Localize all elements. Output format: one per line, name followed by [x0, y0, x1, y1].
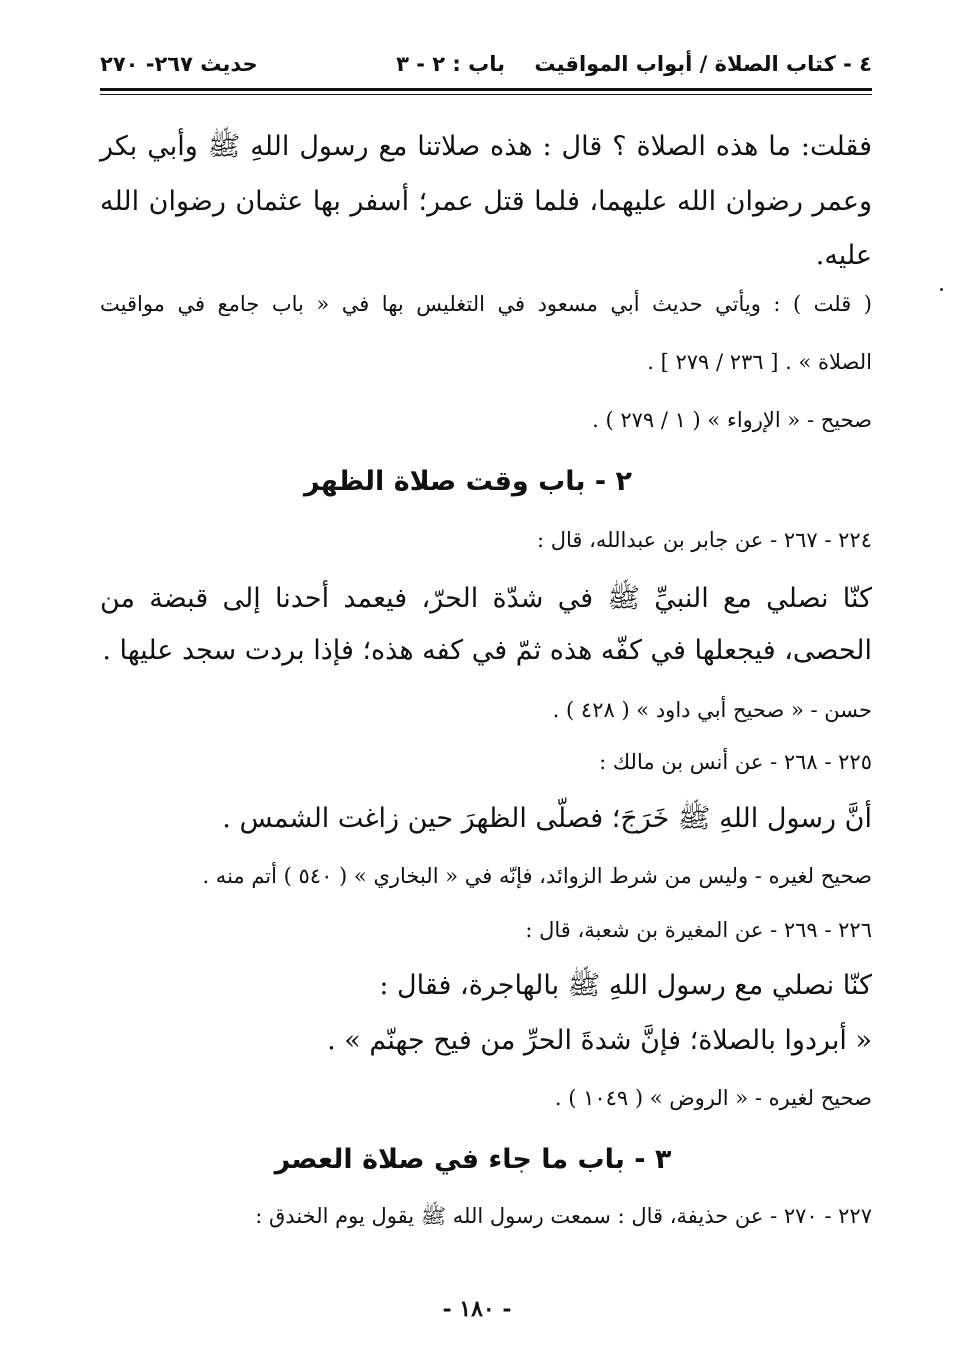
hadith-226-matn-line-2: « أبردوا بالصلاة؛ فإنَّ شدةَ الحرِّ من فيح جهنّم » .	[327, 1025, 872, 1056]
hadith-225-matn: أنَّ رسول اللهِ ﷺ خَرَجَ؛ فصلّى الظهرَ حين زاغت الشمس .	[222, 803, 872, 834]
hadith-225-grade: صحيح لغيره - وليس من شرط الزوائد، فإنّه في « البخاري » ( ٥٤٠ ) أتم منه .	[202, 864, 872, 888]
running-header	[100, 48, 872, 88]
continuation-line-2: وعمر رضوان الله عليهما، فلما قتل عمر؛ أسفر بها عثمان رضوان الله	[100, 186, 872, 217]
hadith-224-matn-line-2: الحصى، فيجعلها في كفّه هذه ثمّ في كفه هذه؛ فإذا بردت سجد عليها .	[102, 635, 872, 666]
hadith-226-matn-line-1: كنّا نصلي مع رسول اللهِ ﷺ بالهاجرة، فقال :	[379, 970, 872, 1001]
continuation-line-1: فقلت: ما هذه الصلاة ؟ قال : هذه صلاتنا مع رسول اللهِ ﷺ وأبي بكر	[100, 131, 872, 162]
editor-note-line-2: الصلاة » . [ ٢٣٦ / ٢٧٩ ] .	[647, 350, 872, 374]
hadith-226-isnad: ٢٢٦ - ٢٦٩ - عن المغيرة بن شعبة، قال :	[525, 918, 872, 942]
header-book-title: ٤ - كتاب الصلاة / أبواب المواقيت	[534, 52, 872, 76]
hadith-224-isnad: ٢٢٤ - ٢٦٧ - عن جابر بن عبدالله، قال :	[536, 528, 872, 552]
margin-speck	[940, 288, 943, 291]
hadith-225-isnad: ٢٢٥ - ٢٦٨ - عن أنس بن مالك :	[599, 750, 872, 774]
hadith-224-grade: حسن - « صحيح أبي داود » ( ٤٢٨ ) .	[552, 698, 872, 722]
header-rule-thick	[100, 88, 872, 91]
section-heading-asr: ٣ - باب ما جاء في صلاة العصر	[274, 1144, 672, 1175]
header-bab-range: باب : ٢ - ٣	[396, 52, 505, 76]
section-heading-zuhr: ٢ - باب وقت صلاة الظهر	[304, 466, 632, 497]
header-hadith-range: حديث ٢٦٧- ٢٧٠	[100, 52, 258, 76]
hadith-224-matn-line-1: كنّا نصلي مع النبيِّ ﷺ في شدّة الحرّ، فيعمد أحدنا إلى قبضة من	[100, 583, 872, 614]
hadith-227-isnad: ٢٢٧ - ٢٧٠ - عن حذيفة، قال : سمعت رسول الله ﷺ يقول يوم الخندق :	[255, 1204, 872, 1228]
editor-note-line-1: ( قلت ) : ويأتي حديث أبي مسعود في التغليس بها في « باب جامع في مواقيت	[100, 292, 872, 316]
continuation-line-3: عليه.	[815, 240, 872, 271]
hadith-226-grade: صحيح لغيره - « الروض » ( ١٠٤٩ ) .	[554, 1086, 872, 1110]
header-rule-thin	[100, 94, 872, 95]
page-number: - ١٨٠ -	[442, 1296, 512, 1322]
grade-line: صحيح - « الإرواء » ( ١ / ٢٧٩ ) .	[592, 408, 872, 432]
